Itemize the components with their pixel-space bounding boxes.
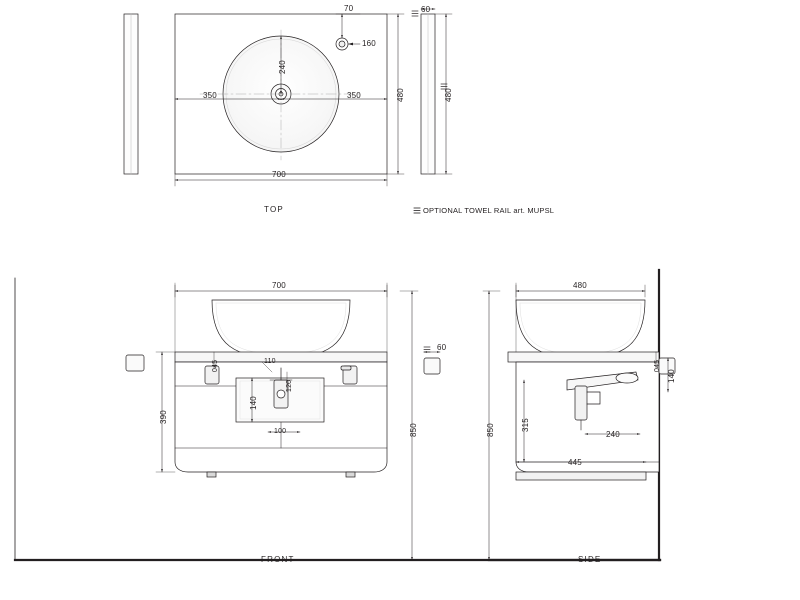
dim-top-rail-thickness: 60 [421, 5, 431, 14]
view-label-side: SIDE [578, 555, 602, 564]
dim-side-depth: 480 [573, 281, 587, 290]
dim-top-width: 700 [272, 170, 286, 179]
dim-side-total-height: 850 [486, 423, 495, 437]
dim-side-045: 045 [654, 359, 661, 372]
dim-front-total-height: 850 [409, 423, 418, 437]
dim-top-basin-diameter: 240 [278, 60, 287, 74]
dim-side-140: 140 [667, 369, 676, 383]
dim-front-045: 045 [212, 359, 219, 372]
dim-side-waste-height: 315 [521, 418, 530, 432]
dim-front-cabinet-height: 390 [159, 410, 168, 424]
rail-hatch-icon-top [412, 11, 418, 16]
dim-side-trap-offset: 240 [606, 430, 620, 439]
side-view-group [483, 270, 675, 560]
rail-hatch-icon-front [424, 347, 430, 352]
dim-side-cabinet-depth: 445 [568, 458, 582, 467]
optional-towel-rail-note: OPTIONAL TOWEL RAIL art. MUPSL [423, 206, 555, 215]
dim-top-right-offset: 350 [347, 91, 361, 100]
dim-front-110: 110 [264, 358, 276, 365]
dim-front-120: 120 [286, 379, 293, 392]
view-label-front: FRONT [261, 555, 295, 564]
dim-top-depth: 480 [396, 88, 405, 102]
dim-top-tap-hole: 160 [362, 39, 376, 48]
dim-top-left-offset: 350 [203, 91, 217, 100]
dim-top-tap-offset: 70 [344, 4, 354, 13]
dim-front-100: 100 [274, 428, 287, 435]
dim-front-rail-thickness: 60 [437, 343, 447, 352]
dim-front-inner-height: 140 [249, 396, 258, 410]
towel-rail-note-icon [414, 208, 420, 213]
view-label-top: TOP [264, 205, 284, 214]
dim-front-width: 700 [272, 281, 286, 290]
dim-top-rail-height: 480 [444, 88, 453, 102]
